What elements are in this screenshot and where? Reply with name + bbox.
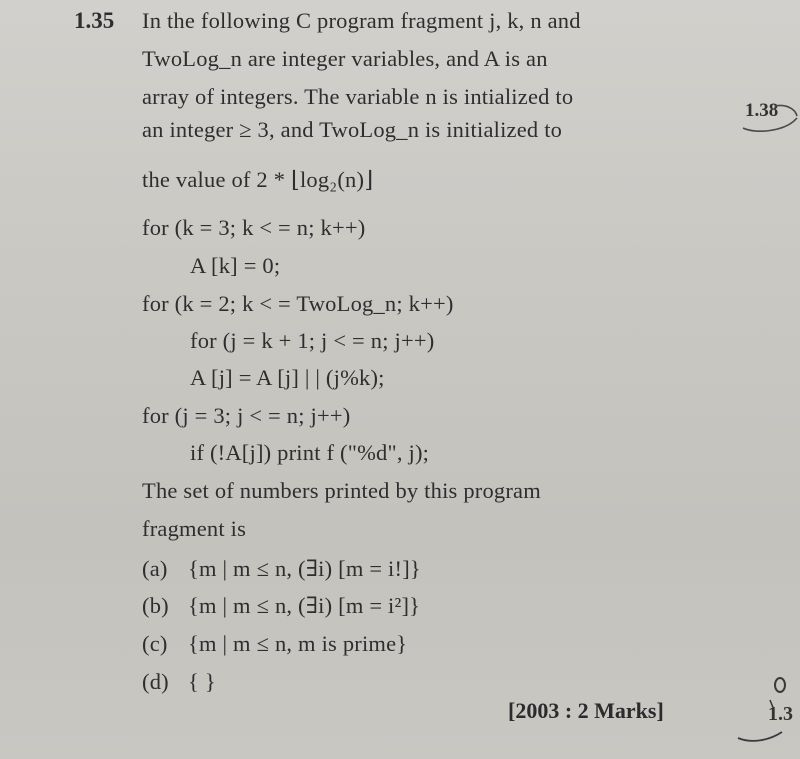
option-b-text: {m | m ≤ n, (∃i) [m = i²]}	[188, 593, 421, 618]
option-a-text: {m | m ≤ n, (∃i) [m = i!]}	[188, 556, 421, 581]
statement-line-3: array of integers. The variable n is intialized to	[142, 84, 574, 109]
code-line-6: for (j = 3; j < = n; j++)	[142, 403, 351, 428]
code-line-5: A [j] = A [j] | | (j%k);	[190, 365, 385, 390]
margin-note-upper: 1.38	[745, 100, 779, 121]
prompt-line-1: The set of numbers printed by this program	[142, 478, 541, 503]
code-line-4: for (j = k + 1; j < = n; j++)	[190, 328, 435, 353]
option-b-letter: (b)	[142, 593, 169, 618]
margin-note-lower: 1.3	[768, 703, 793, 725]
option-d-letter: (d)	[142, 669, 169, 694]
option-d	[142, 669, 216, 695]
question-number: 1.35	[74, 8, 115, 33]
prompt-line-2: fragment is	[142, 516, 247, 541]
option-a-letter: (a)	[142, 556, 168, 581]
code-line-1: for (k = 3; k < = n; k++)	[142, 215, 366, 240]
option-c	[142, 631, 407, 657]
statement-line-4: an integer ≥ 3, and TwoLog_n is initialized to	[142, 117, 563, 142]
option-b	[142, 593, 420, 619]
pen-mark-lower	[730, 670, 800, 759]
option-c-letter: (c)	[142, 631, 168, 656]
statement-line-5: the value of 2 * ⌊log₂(n)⌋	[142, 167, 374, 192]
option-c-text: {m | m ≤ n, m is prime}	[188, 631, 408, 656]
code-line-7: if (!A[j]) print f ("%d", j);	[190, 440, 430, 465]
option-a	[142, 556, 421, 582]
statement-line-1: In the following C program fragment j, k, n and	[142, 8, 581, 33]
code-line-3: for (k = 2; k < = TwoLog_n; k++)	[142, 291, 454, 316]
code-line-2: A [k] = 0;	[190, 253, 281, 278]
pen-circle-mark-upper	[735, 100, 800, 140]
marks-label: [2003 : 2 Marks]	[508, 698, 664, 723]
statement-line-2: TwoLog_n are integer variables, and A is an	[142, 46, 548, 71]
option-d-text: { }	[188, 669, 216, 694]
